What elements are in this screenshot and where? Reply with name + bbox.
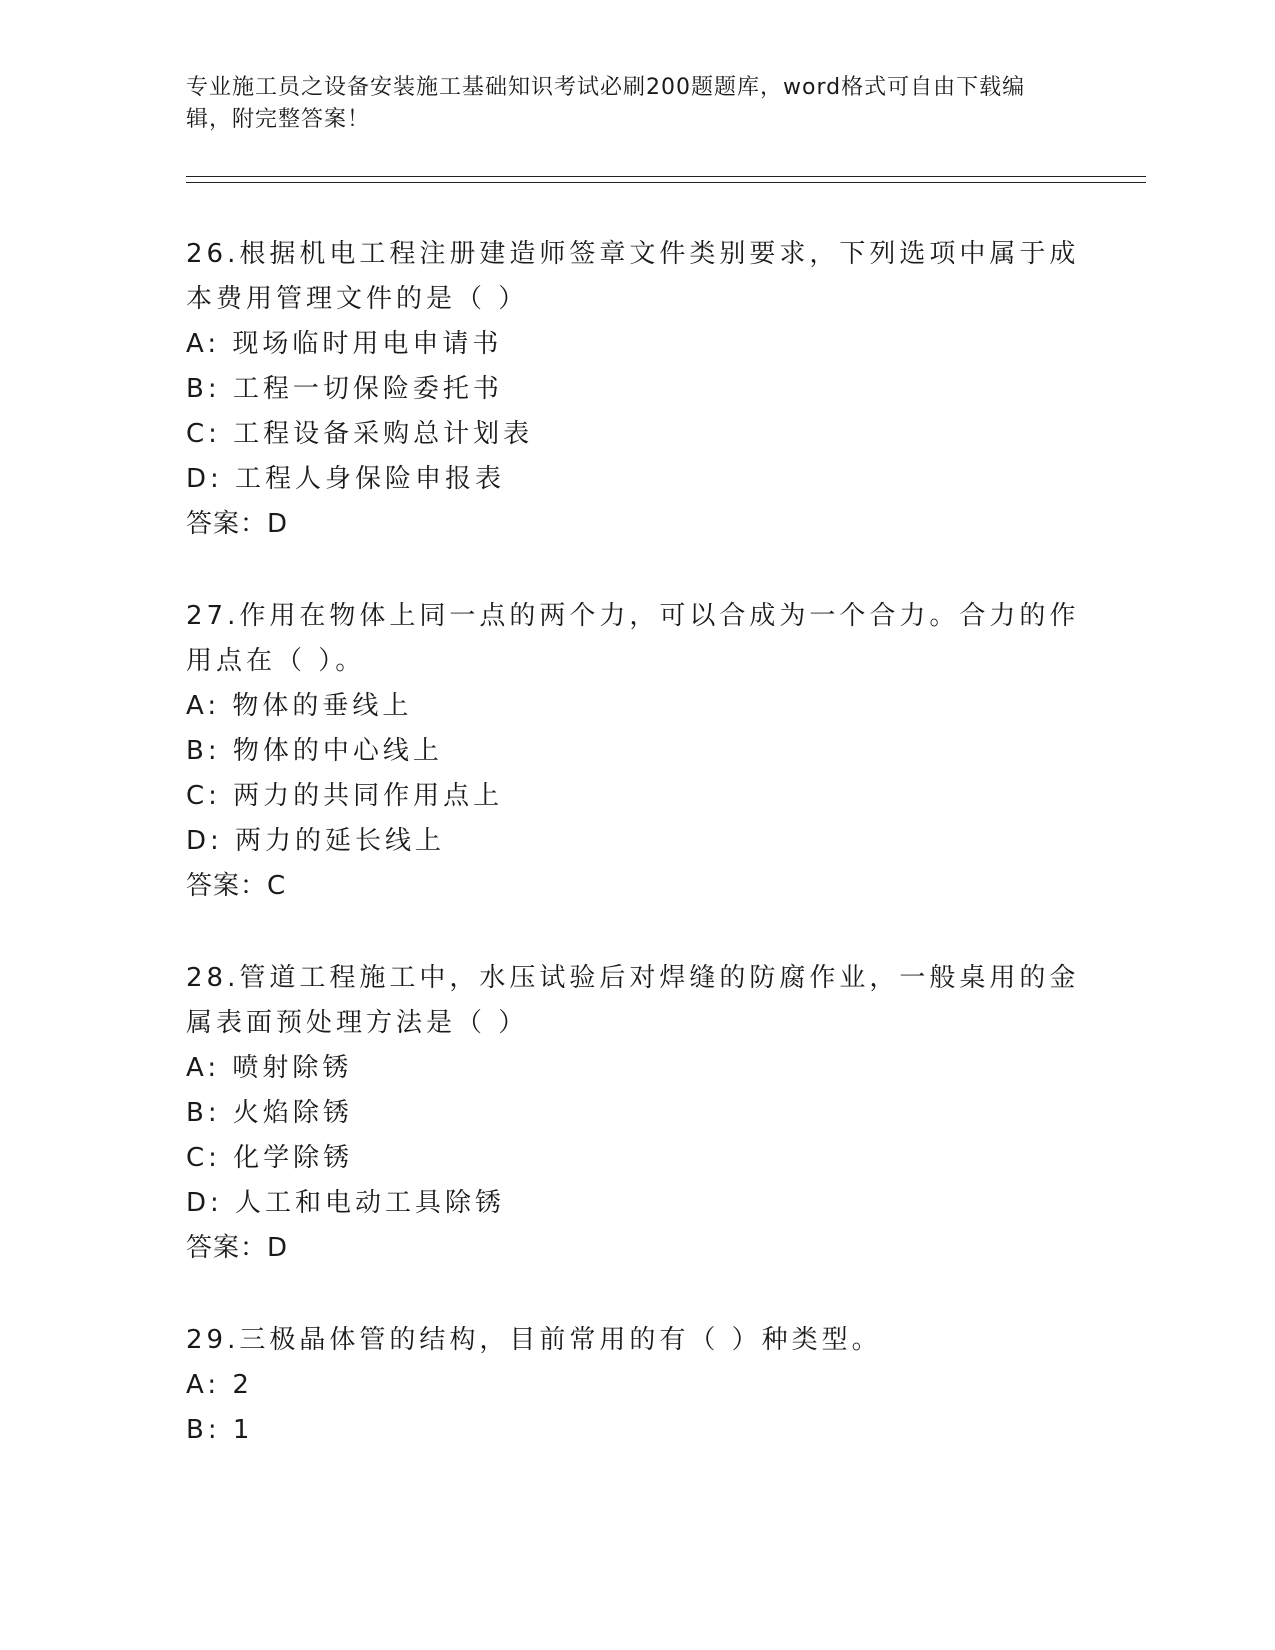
option-d: D: 人工和电动工具除锈: [186, 1188, 506, 1218]
header-divider-top: [186, 176, 1146, 177]
answer: 答案：C: [186, 871, 287, 901]
option-d: D: 两力的延长线上: [186, 826, 446, 856]
option-c: C: 化学除锈: [186, 1143, 354, 1173]
question-stem: 28.管道工程施工中，水压试验后对焊缝的防腐作业，一般桌用的金属表面预处理方法是（ ）: [186, 963, 1080, 1038]
question-stem: 29.三极晶体管的结构，目前常用的有（ ）种类型。: [186, 1325, 882, 1355]
option-c: C: 两力的共同作用点上: [186, 781, 504, 811]
option-a: A: 2: [186, 1370, 253, 1400]
option-b: B: 1: [186, 1415, 254, 1445]
header-divider-bottom: [186, 182, 1146, 183]
option-a: A: 物体的垂线上: [186, 691, 413, 721]
option-a: A: 现场临时用电申请书: [186, 329, 503, 359]
option-d: D: 工程人身保险申报表: [186, 464, 506, 494]
answer: 答案：D: [186, 1233, 289, 1263]
document-header: 专业施工员之设备安装施工基础知识考试必刷200题题库，word格式可自由下载编辑，附完整答案！: [186, 75, 1026, 132]
option-a: A: 喷射除锈: [186, 1053, 353, 1083]
option-c: C: 工程设备采购总计划表: [186, 419, 534, 449]
question-29: [186, 1318, 1086, 1453]
question-stem: 26.根据机电工程注册建造师签章文件类别要求，下列选项中属于成本费用管理文件的是（ ）: [186, 239, 1080, 314]
option-b: B: 工程一切保险委托书: [186, 374, 503, 404]
question-26: [186, 232, 1086, 547]
answer: 答案：D: [186, 509, 289, 539]
question-stem: 27.作用在物体上同一点的两个力，可以合成为一个合力。合力的作用点在（ ）。: [186, 601, 1080, 676]
question-28: [186, 956, 1086, 1271]
question-27: [186, 594, 1086, 909]
option-b: B: 火焰除锈: [186, 1098, 353, 1128]
option-b: B: 物体的中心线上: [186, 736, 443, 766]
